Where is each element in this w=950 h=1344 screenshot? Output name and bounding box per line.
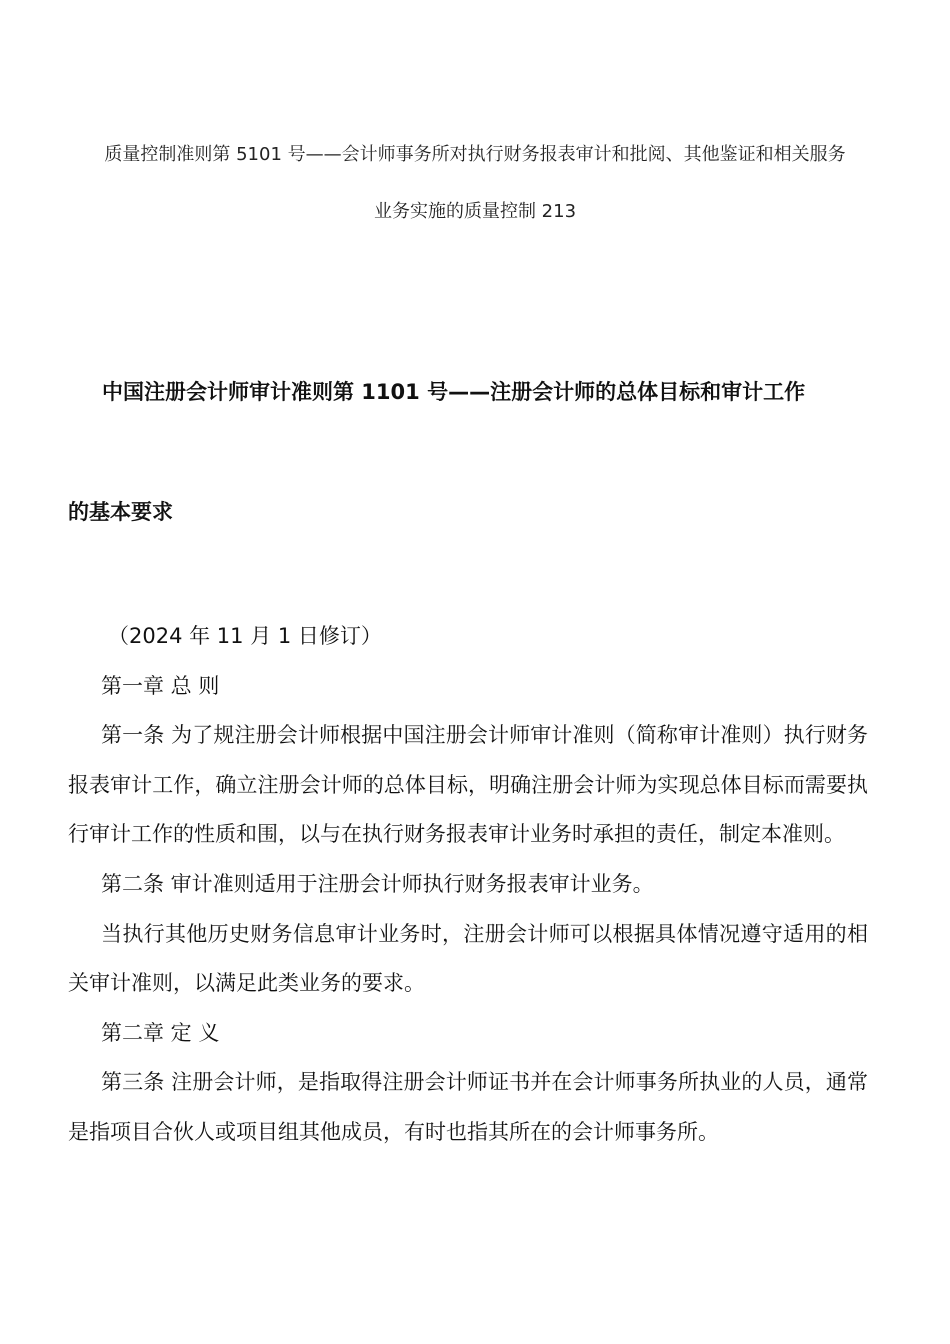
article-2: 第二条 审计准则适用于注册会计师执行财务报表审计业务。 [101,871,654,896]
document-title-line-2: 的基本要求 [68,500,173,524]
header-line-1: 质量控制准则第 5101 号——会计师事务所对执行财务报表审计和批阅、其他鉴证和相关服务 [104,144,846,165]
article-1: 第一条 为了规注册会计师根据中国注册会计师审计准则（简称审计准则）执行财务报表审计工作，确立注册会计师的总体目标，明确注册会计师为实现总体目标而需要执行审计工作的性质和围，以与在执行财务报表审计业务时承担的责任，制定本准则。 [68,723,868,847]
revision-date: （2024 年 11 月 1 日修订） [108,624,382,648]
document-body [68,612,868,1158]
page-header [40,126,910,240]
article-3: 第三条 注册会计师，是指取得注册会计师证书并在会计师事务所执业的人员，通常是指项目合伙人或项目组其他成员，有时也指其所在的会计师事务所。 [68,1070,868,1144]
header-line-2: 业务实施的质量控制 213 [373,201,577,222]
chapter-heading-2: 第二章 定 义 [101,1020,220,1045]
chapter-heading-1: 第一章 总 则 [101,673,220,698]
article-2-continuation: 当执行其他历史财务信息审计业务时，注册会计师可以根据具体情况遵守适用的相关审计准则，以满足此类业务的要求。 [68,921,868,996]
document-title-line-1: 中国注册会计师审计准则第 1101 号——注册会计师的总体目标和审计工作 [102,380,806,404]
